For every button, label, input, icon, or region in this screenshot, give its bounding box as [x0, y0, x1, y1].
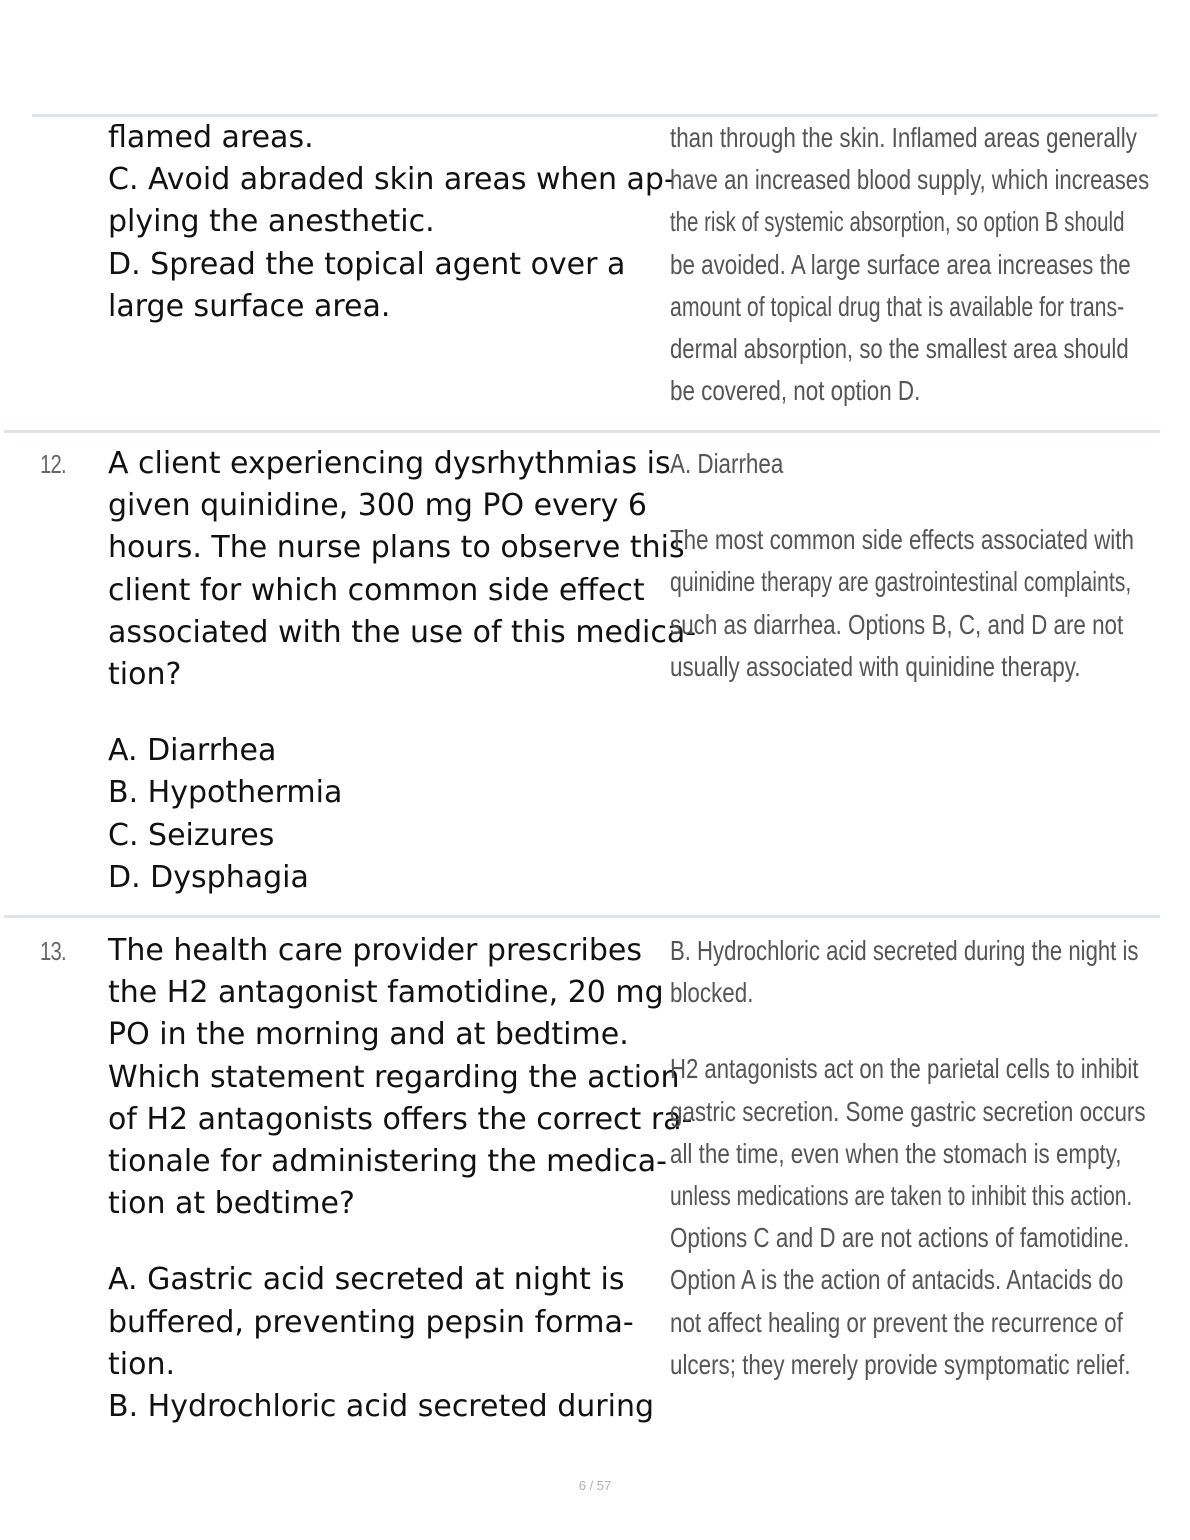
rationale-line: quinidine therapy are gastrointestinal complaints, — [670, 566, 1132, 598]
rationale-line: be covered, not option D. — [670, 375, 921, 407]
rationale-line: gastric secretion. Some gastric secretion occurs — [670, 1095, 1146, 1127]
question-stem-line: hours. The nurse plans to observe this — [108, 530, 685, 566]
rationale-line: unless medications are taken to inhibit this action. — [670, 1180, 1133, 1212]
correct-answer: B. Hydrochloric acid secreted during the night is — [670, 935, 1139, 966]
question-stem-line: the H2 antagonist famotidine, 20 mg — [108, 975, 664, 1011]
question-line: flamed areas. — [108, 120, 314, 155]
question-stem-line: Which statement regarding the action — [108, 1059, 680, 1095]
rationale-line: amount of topical drug that is available for trans- — [670, 290, 1125, 322]
question-stem-line: The health care provider prescribes — [108, 933, 643, 968]
rationale-line: Option A is the action of antacids. Antacids do — [670, 1264, 1124, 1296]
rationale-line: such as diarrhea. Options B, C, and D are not — [670, 608, 1124, 640]
question-stem-line: client for which common side effect — [108, 572, 645, 608]
question-stem-line: A client experiencing dysrhythmias is — [108, 446, 671, 481]
answer-option: A. Diarrhea — [108, 733, 277, 769]
question-stem-line: tion? — [108, 657, 182, 693]
question-line: D. Spread the topical agent over a — [108, 246, 626, 282]
answer-option: C. Seizures — [108, 817, 275, 853]
question-line: C. Avoid abraded skin areas when ap- — [108, 162, 675, 198]
page-number: 6 / 57 — [578, 1478, 612, 1493]
question-13-rationale — [670, 930, 1150, 1386]
question-line: large surface area. — [108, 288, 391, 324]
rationale-line: The most common side effects associated with — [670, 524, 1134, 556]
question-stem-line: PO in the morning and at bedtime. — [108, 1017, 629, 1053]
continued-question-text — [108, 117, 675, 328]
question-stem-line: tion at bedtime? — [108, 1186, 355, 1222]
question-stem-line: associated with the use of this medica- — [108, 614, 697, 650]
rationale-line: the risk of systemic absorption, so option B should — [670, 206, 1125, 238]
question-divider — [4, 430, 1160, 433]
rationale-line: have an increased blood supply, which increases — [670, 164, 1150, 196]
answer-option: B. Hypothermia — [108, 775, 343, 811]
correct-answer: blocked. — [670, 977, 754, 1009]
rationale-line: ulcers; they merely provide symptomatic relief. — [670, 1348, 1131, 1380]
rationale-line: not affect healing or prevent the recurrence of — [670, 1306, 1123, 1338]
continued-rationale-text — [670, 117, 1150, 412]
answer-option: A. Gastric acid secreted at night is — [108, 1262, 625, 1298]
rationale-line: all the time, even when the stomach is empty, — [670, 1137, 1122, 1169]
question-divider — [4, 915, 1160, 918]
rationale-line: dermal absorption, so the smallest area should — [670, 333, 1129, 365]
rationale-line: than through the skin. Inflamed areas generally — [670, 122, 1137, 153]
rationale-line: usually associated with quinidine therapy. — [670, 650, 1081, 682]
rationale-line: be avoided. A large surface area increases the — [670, 248, 1131, 280]
question-line: plying the anesthetic. — [108, 204, 435, 240]
question-stem-line: tionale for administering the medica- — [108, 1144, 667, 1180]
question-stem-line: given quinidine, 300 mg PO every 6 — [108, 488, 648, 524]
question-12-text — [108, 443, 697, 899]
rationale-line: Options C and D are not actions of famotidine. — [670, 1222, 1130, 1254]
answer-option: buffered, preventing pepsin forma- — [108, 1304, 634, 1340]
answer-option: B. Hydrochloric acid secreted during — [108, 1389, 655, 1425]
question-number: 13. — [40, 936, 66, 966]
rationale-line: H2 antagonists act on the parietal cells to inhibit — [670, 1053, 1139, 1085]
question-stem-line: of H2 antagonists offers the correct ra- — [108, 1101, 693, 1137]
answer-option: tion. — [108, 1346, 176, 1382]
answer-option: D. Dysphagia — [108, 859, 309, 895]
question-12-rationale — [670, 443, 1150, 688]
question-13-text — [108, 930, 693, 1428]
correct-answer: A. Diarrhea — [670, 448, 784, 479]
question-number: 12. — [40, 449, 66, 479]
